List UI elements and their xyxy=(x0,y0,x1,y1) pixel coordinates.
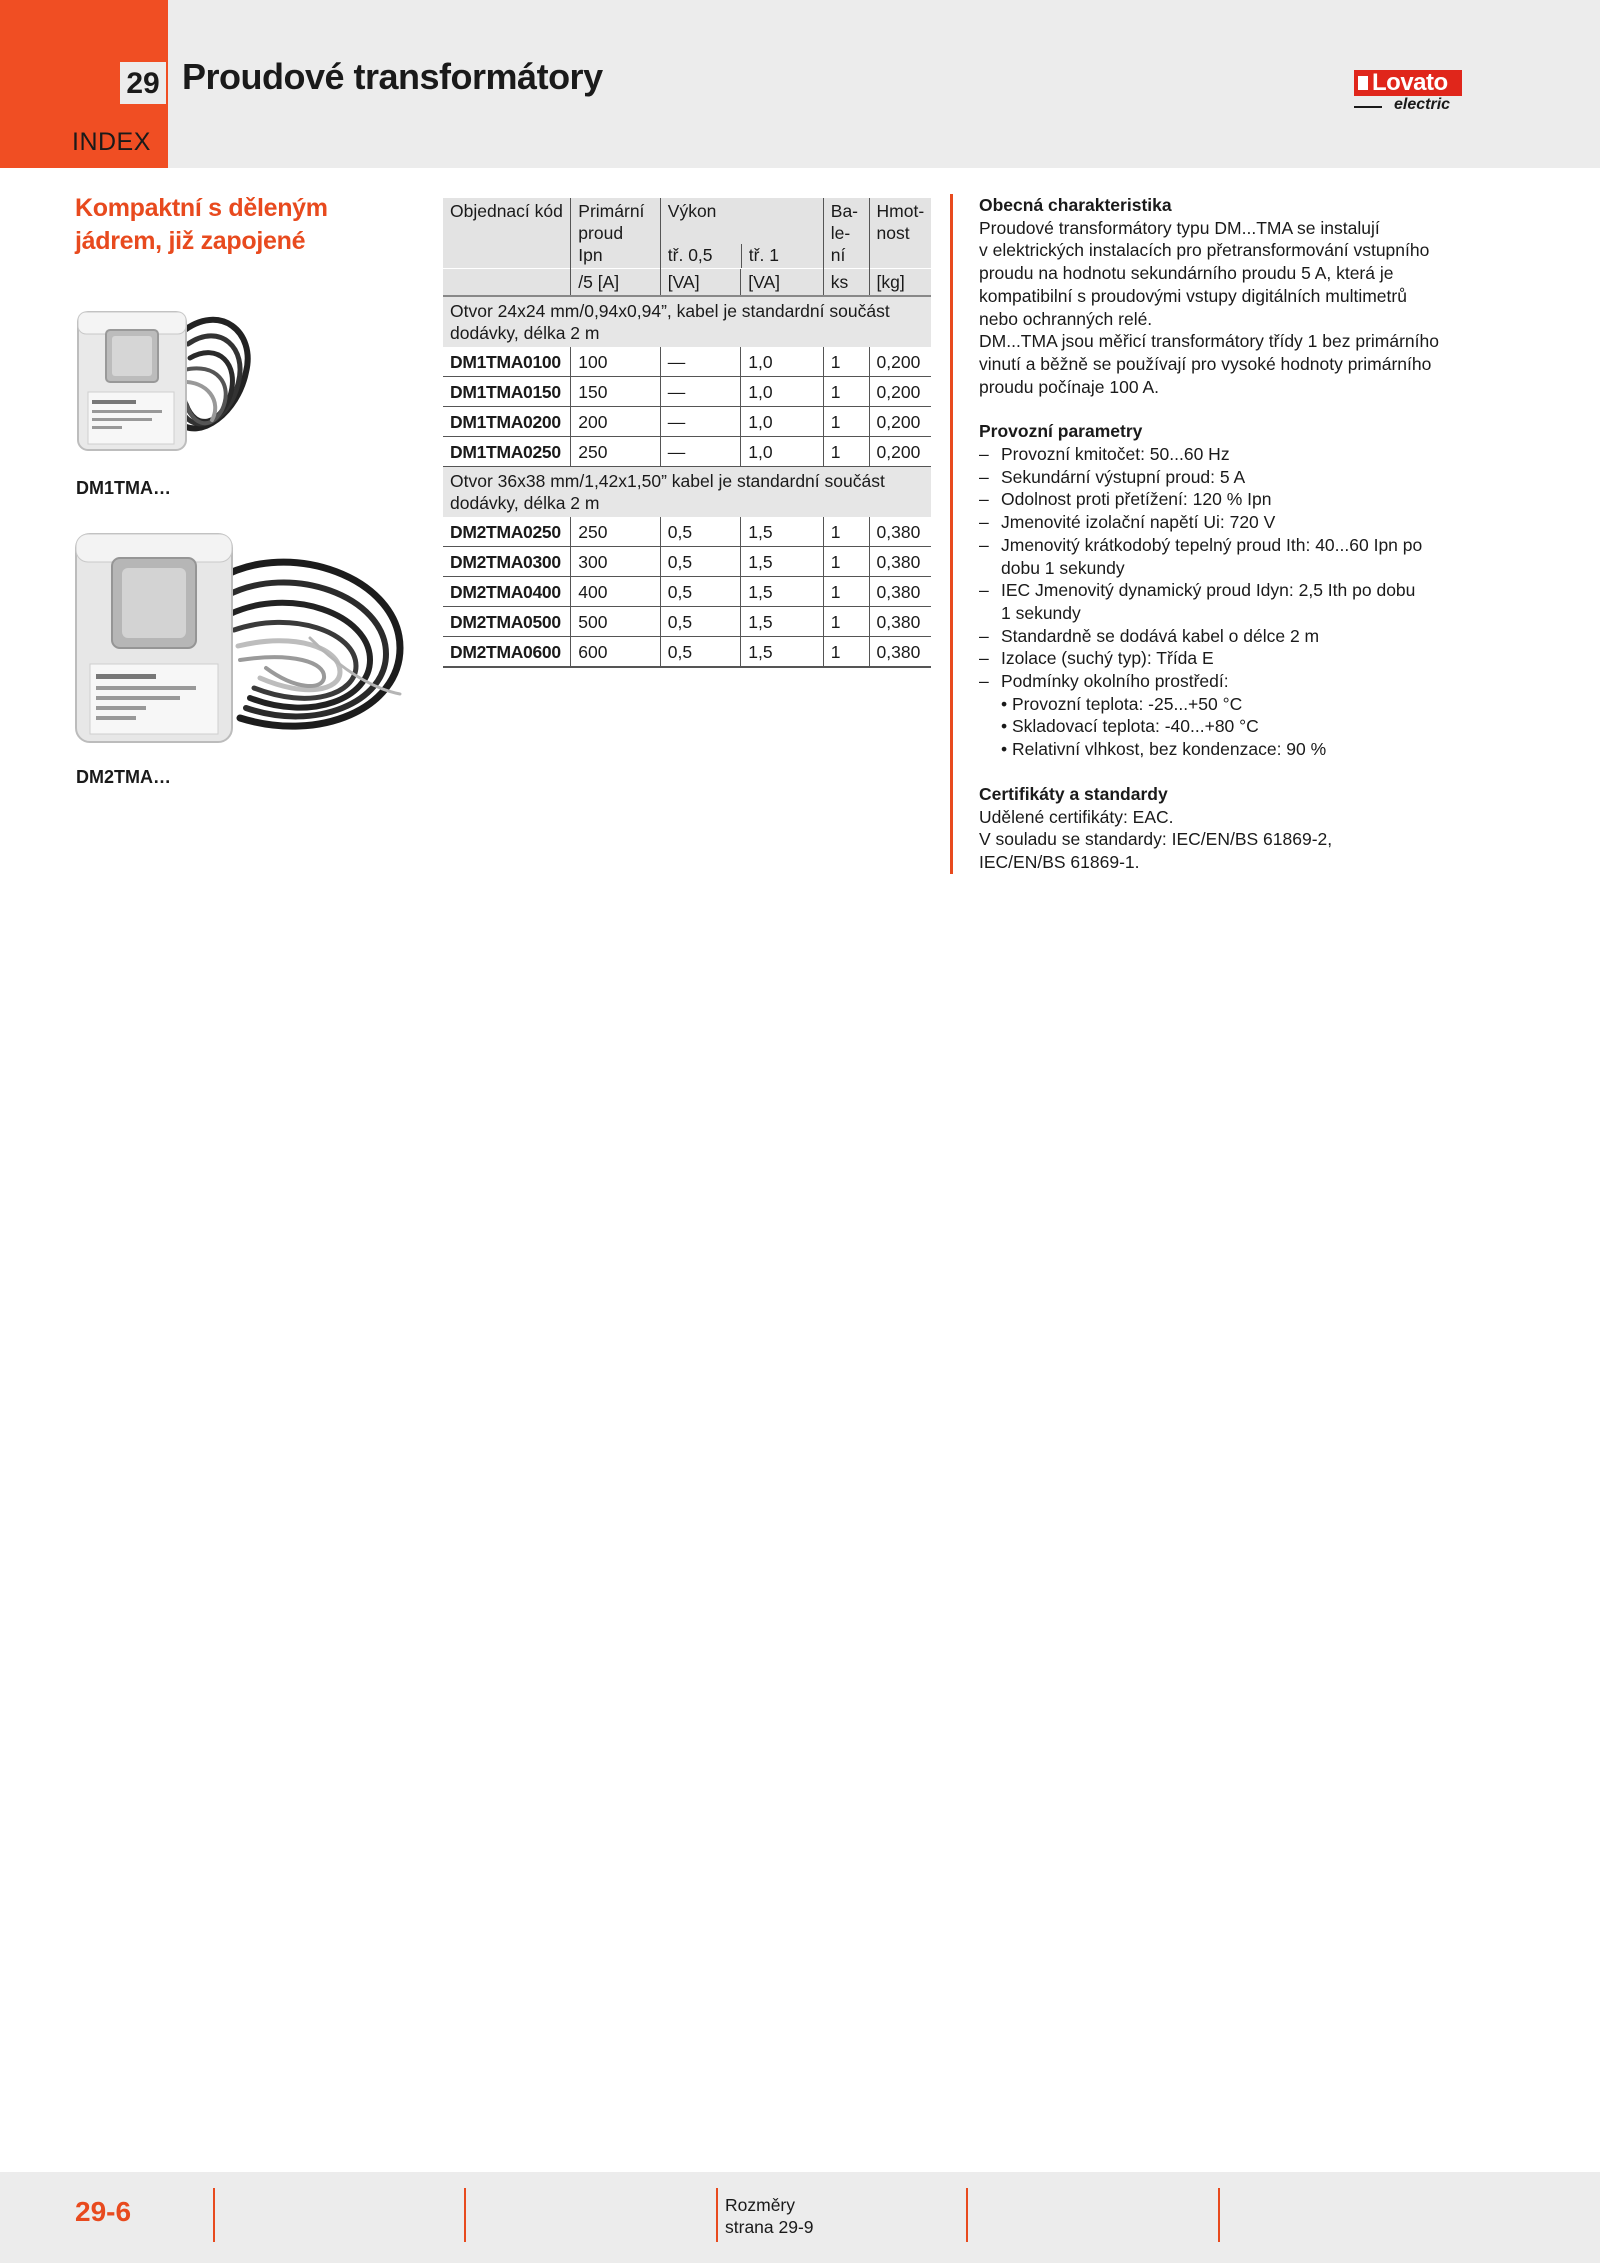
footer-divider xyxy=(464,2188,466,2242)
table-cell: 0,200 xyxy=(869,407,931,437)
table-cell: 200 xyxy=(571,407,660,437)
table-cell: 1,5 xyxy=(741,517,824,547)
general-text-line: proudu počínaje 100 A. xyxy=(979,376,1160,397)
table-cell: 1 xyxy=(823,407,869,437)
table-cell: 0,200 xyxy=(869,377,931,407)
unit-cell xyxy=(443,269,571,297)
index-link[interactable]: INDEX xyxy=(72,128,151,156)
order-code-cell: DM1TMA0250 xyxy=(443,437,571,467)
page-footer xyxy=(0,2172,1600,2263)
order-code-cell: DM1TMA0200 xyxy=(443,407,571,437)
table-cell: 1 xyxy=(823,437,869,467)
table-row xyxy=(443,607,931,637)
table-cell: 1,0 xyxy=(741,407,824,437)
table-row xyxy=(443,577,931,607)
unit-cell: /5 [A] xyxy=(571,269,660,297)
col-header-weight: Hmot- nost xyxy=(869,198,931,269)
list-item: – Izolace (suchý typ): Třída E xyxy=(979,648,1214,669)
page-number: 29-6 xyxy=(75,2196,132,2227)
list-item: – Jmenovitý krátkodobý tepelný proud Ith: 40...60 Ipn po dobu 1 sekundy xyxy=(979,534,1423,578)
table-cell: 0,200 xyxy=(869,347,931,377)
col-header-code: Objednací kód xyxy=(443,198,571,269)
general-text-line: nebo ochranných relé. xyxy=(979,308,1153,329)
order-code-cell: DM2TMA0500 xyxy=(443,607,571,637)
footer-divider xyxy=(213,2188,215,2242)
order-table xyxy=(443,198,931,668)
chapter-number: 29 xyxy=(120,62,166,104)
footer-divider xyxy=(1218,2188,1220,2242)
table-row xyxy=(443,347,931,377)
table-cell: 0,5 xyxy=(660,517,740,547)
table-cell: 1 xyxy=(823,377,869,407)
table-unit-row xyxy=(443,269,931,297)
description-column xyxy=(950,194,1499,874)
table-cell: 1,5 xyxy=(741,577,824,607)
params-list xyxy=(979,443,1499,761)
unit-cell: [VA] xyxy=(660,269,740,297)
table-cell: 0,5 xyxy=(660,637,740,668)
logo-brand: Lovato xyxy=(1372,69,1448,96)
table-cell: 0,5 xyxy=(660,607,740,637)
list-item: – Provozní kmitočet: 50...60 Hz xyxy=(979,444,1230,465)
order-code-cell: DM2TMA0300 xyxy=(443,547,571,577)
table-cell: — xyxy=(660,407,740,437)
general-text-line: kompatibilní s proudovými vstupy digitálních multimetrů xyxy=(979,285,1407,306)
order-code-cell: DM2TMA0250 xyxy=(443,517,571,547)
list-item: • Skladovací teplota: -40...+80 °C xyxy=(1001,716,1259,737)
table-cell: 1 xyxy=(823,577,869,607)
table-cell: 1,5 xyxy=(741,637,824,668)
list-item: • Relativní vlhkost, bez kondenzace: 90 % xyxy=(1001,739,1327,760)
table-cell: 0,380 xyxy=(869,547,931,577)
section-title-line1: Kompaktní s děleným xyxy=(75,194,328,222)
footer-divider xyxy=(716,2188,718,2242)
general-text-line: vinutí a běžně se používají pro vysoké hodnoty primárního xyxy=(979,353,1432,374)
col-header-power: Výkon tř. 0,5 tř. 1 xyxy=(660,198,823,269)
table-cell: — xyxy=(660,437,740,467)
col-header-class05: tř. 0,5 xyxy=(667,245,713,265)
col-header-pack: Ba- le- ní xyxy=(823,198,869,269)
general-heading: Obecná charakteristika xyxy=(979,195,1172,215)
logo-underline xyxy=(1354,106,1382,108)
table-cell: 1 xyxy=(823,547,869,577)
table-group-row xyxy=(443,467,931,518)
page-title: Proudové transformátory xyxy=(182,56,603,97)
unit-cell: [kg] xyxy=(869,269,931,297)
table-cell: 0,200 xyxy=(869,437,931,467)
list-item: – Sekundární výstupní proud: 5 A xyxy=(979,466,1246,487)
table-row xyxy=(443,377,931,407)
table-cell: — xyxy=(660,377,740,407)
list-item: – Odolnost proti přetížení: 120 % Ipn xyxy=(979,489,1272,510)
table-cell: 1,0 xyxy=(741,347,824,377)
table-row xyxy=(443,637,931,668)
logo-subtitle: electric xyxy=(1394,96,1451,113)
table-cell: 1 xyxy=(823,607,869,637)
table-cell: 0,380 xyxy=(869,577,931,607)
cert-line: V souladu se standardy: IEC/EN/BS 61869-2, xyxy=(979,829,1333,850)
unit-cell: [VA] xyxy=(741,269,824,297)
table-row xyxy=(443,517,931,547)
table-cell: 0,380 xyxy=(869,517,931,547)
product-image-dm1tma xyxy=(70,292,256,472)
product-caption-dm2tma: DM2TMA… xyxy=(76,767,171,787)
table-cell: 250 xyxy=(571,517,660,547)
list-item: – Standardně se dodává kabel o délce 2 m xyxy=(979,625,1320,646)
table-cell: 0,380 xyxy=(869,637,931,668)
brand-logo xyxy=(1354,70,1464,114)
col-header-class1: tř. 1 xyxy=(741,244,823,268)
table-cell: 150 xyxy=(571,377,660,407)
table-cell: 1,0 xyxy=(741,437,824,467)
general-text-line: v elektrických instalacích pro přetransformování vstupního xyxy=(979,240,1430,261)
dimensions-reference-link[interactable]: Rozměry strana 29-9 xyxy=(725,2195,814,2237)
general-text-line: Proudové transformátory typu DM...TMA se instalují xyxy=(979,217,1380,238)
table-cell: — xyxy=(660,347,740,377)
index-tab[interactable] xyxy=(0,0,168,168)
footer-divider xyxy=(966,2188,968,2242)
table-cell: 1,0 xyxy=(741,377,824,407)
col-header-primary: Primární proud Ipn xyxy=(571,198,660,269)
general-text xyxy=(979,217,1499,399)
group-label: Otvor 24x24 mm/0,94x0,94”, kabel je standardní součást dodávky, délka 2 m xyxy=(443,296,931,347)
table-cell: 0,380 xyxy=(869,607,931,637)
cert-heading: Certifikáty a standardy xyxy=(979,783,1168,804)
params-heading: Provozní parametry xyxy=(979,421,1143,442)
logo-mark-icon xyxy=(1358,76,1368,90)
table-row xyxy=(443,437,931,467)
list-item: • Provozní teplota: -25...+50 °C xyxy=(1001,693,1243,714)
list-item: – Jmenovité izolační napětí Ui: 720 V xyxy=(979,512,1276,533)
table-cell: 0,5 xyxy=(660,547,740,577)
table-cell: 1,5 xyxy=(741,547,824,577)
list-item: – Podmínky okolního prostředí: • Provozní teplota: -25...+50 °C • Skladovací teplota: -40...+80 °C • Relativní vlhkost, bez kondenzace: 90 % xyxy=(979,670,1499,761)
order-code-cell: DM2TMA0600 xyxy=(443,637,571,668)
order-code-cell: DM1TMA0100 xyxy=(443,347,571,377)
table-cell: 100 xyxy=(571,347,660,377)
table-header-row xyxy=(443,198,931,269)
table-row xyxy=(443,407,931,437)
table-cell: 1 xyxy=(823,517,869,547)
product-image-dm2tma xyxy=(70,518,416,758)
unit-cell: ks xyxy=(823,269,869,297)
logo-red-box xyxy=(1354,70,1462,96)
table-row xyxy=(443,547,931,577)
general-text-line: DM...TMA jsou měřicí transformátory třídy 1 bez primárního xyxy=(979,331,1439,352)
table-cell: 1 xyxy=(823,637,869,668)
cert-line: Udělené certifikáty: EAC. xyxy=(979,806,1174,827)
table-group-row xyxy=(443,296,931,347)
order-code-cell: DM1TMA0150 xyxy=(443,377,571,407)
cert-line: IEC/EN/BS 61869-1. xyxy=(979,851,1140,872)
table-cell: 300 xyxy=(571,547,660,577)
table-cell: 400 xyxy=(571,577,660,607)
order-code-cell: DM2TMA0400 xyxy=(443,577,571,607)
table-cell: 600 xyxy=(571,637,660,668)
table-cell: 250 xyxy=(571,437,660,467)
table-cell: 1 xyxy=(823,347,869,377)
product-caption-dm1tma: DM1TMA… xyxy=(76,478,171,498)
general-text-line: proudu na hodnotu sekundárního proudu 5 A, která je xyxy=(979,263,1394,284)
table-cell: 1,5 xyxy=(741,607,824,637)
table-cell: 500 xyxy=(571,607,660,637)
env-list xyxy=(979,693,1499,761)
section-title-line2: jádrem, již zapojené xyxy=(75,227,306,255)
list-item: – IEC Jmenovitý dynamický proud Idyn: 2,5 Ith po dobu 1 sekundy xyxy=(979,580,1416,623)
group-label: Otvor 36x38 mm/1,42x1,50” kabel je standardní součást dodávky, délka 2 m xyxy=(443,467,931,518)
table-cell: 0,5 xyxy=(660,577,740,607)
section-title xyxy=(75,192,375,258)
